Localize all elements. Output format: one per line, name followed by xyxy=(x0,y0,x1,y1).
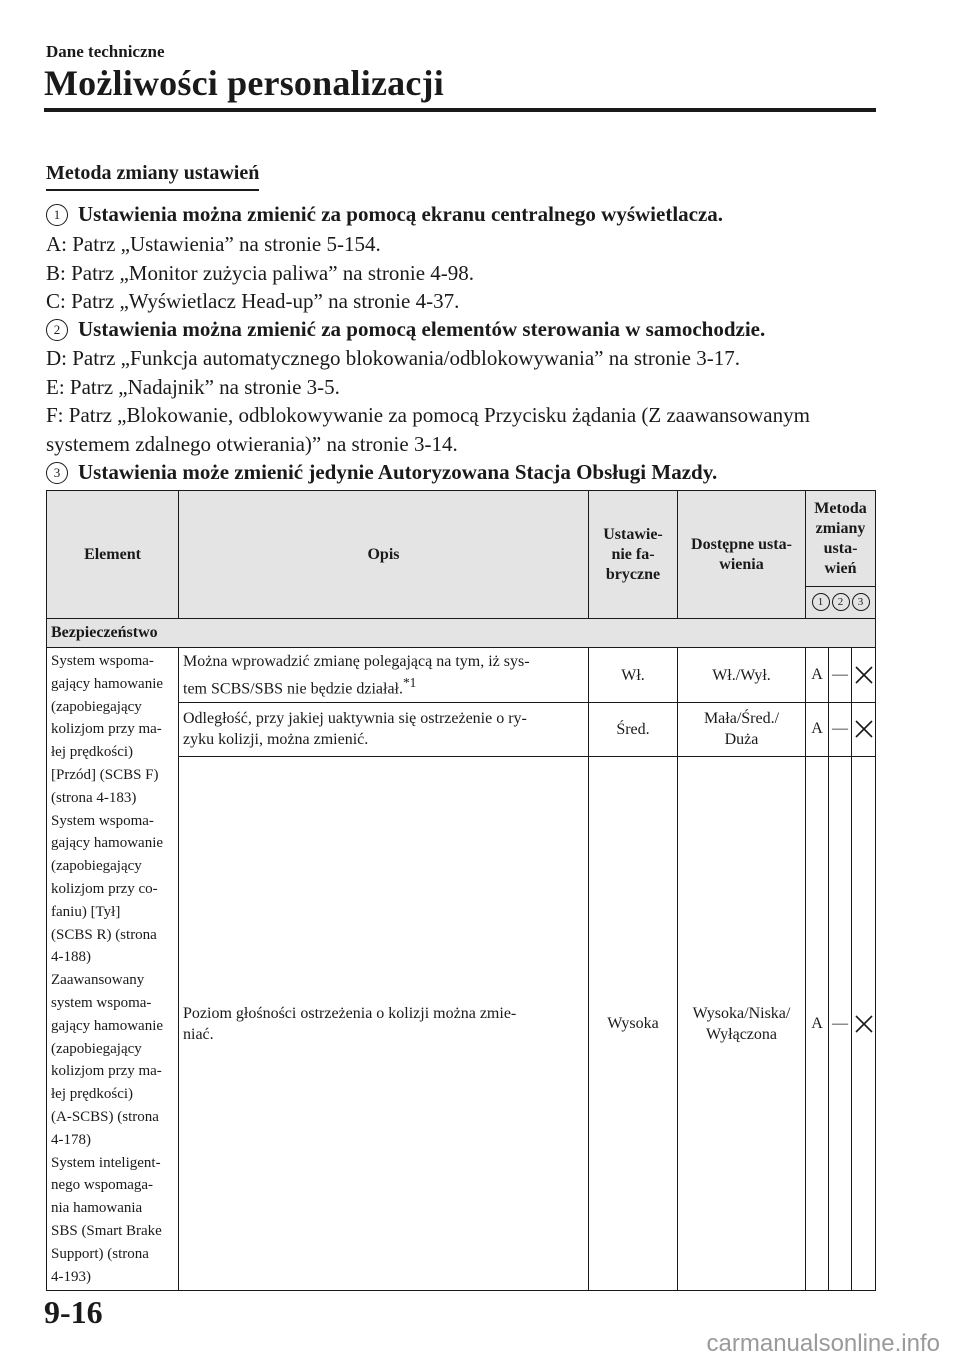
element-line: 4-178) xyxy=(51,1131,91,1148)
method-item-3 xyxy=(46,460,717,485)
circled-1-icon: 1 xyxy=(812,593,830,611)
options-cell: Wysoka/Niska/ Wyłączona xyxy=(678,756,806,1291)
element-line: gający hamowanie xyxy=(51,675,164,692)
factory-cell: Wysoka xyxy=(589,756,678,1291)
header-element: Element xyxy=(47,491,179,619)
method-line-f2: systemem zdalnego otwierania)” na stronie 3-14. xyxy=(46,432,458,456)
element-line: faniu) [Tył] xyxy=(51,903,121,920)
element-line: System wspoma- xyxy=(51,653,154,669)
method-line-c: C: Patrz „Wyświetlacz Head-up” na stronie 4-37. xyxy=(46,289,460,313)
element-line: (SCBS R) (strona xyxy=(51,926,157,943)
description-cell: Poziom głośności ostrzeżenia o kolizji można zmie- niać. xyxy=(179,756,589,1291)
cross-icon xyxy=(853,1013,875,1035)
element-cell xyxy=(47,648,179,1291)
element-line: 4-193) xyxy=(51,1268,91,1285)
method-item-1 xyxy=(46,202,723,227)
method-3-cell xyxy=(852,756,876,1291)
element-line: (A-SCBS) (strona xyxy=(51,1108,159,1125)
method-line-f1: F: Patrz „Blokowanie, odblokowywanie za pomocą Przycisku żądania (Z zaawansowanym xyxy=(46,403,810,427)
element-line: łej prędkości) xyxy=(51,1086,134,1103)
method-line-a: A: Patrz „Ustawienia” na stronie 5-154. xyxy=(46,232,381,256)
element-line: gający hamowanie xyxy=(51,1017,164,1034)
circled-3-icon: 3 xyxy=(852,593,870,611)
method-line-d: D: Patrz „Funkcja automatycznego blokowania/odblokowywania” na stronie 3-17. xyxy=(46,346,740,370)
method-item-3-text: Ustawienia może zmienić jedynie Autoryzowana Stacja Obsługi Mazdy. xyxy=(78,460,718,484)
element-line: [Przód] (SCBS F) xyxy=(51,766,159,783)
element-line: System wspoma- xyxy=(51,812,154,829)
section-label: Dane techniczne xyxy=(46,42,165,61)
method-line-e: E: Patrz „Nadajnik” na stronie 3-5. xyxy=(46,375,340,399)
cross-icon xyxy=(853,718,875,740)
customization-table xyxy=(46,490,876,1291)
method-1-cell: A xyxy=(806,648,829,703)
header-method-markers xyxy=(806,587,876,619)
description-cell: Odległość, przy jakiej uaktywnia się ostrzeżenie o ry- zyku kolizji, można zmienić. xyxy=(179,703,589,757)
element-line: kolizjom przy co- xyxy=(51,880,158,897)
element-line: System inteligent- xyxy=(51,1154,161,1171)
method-item-2-text: Ustawienia można zmienić za pomocą elementów sterowania w samochodzie. xyxy=(78,317,766,341)
method-line-b: B: Patrz „Monitor zużycia paliwa” na stronie 4-98. xyxy=(46,261,475,285)
circled-1-icon: 1 xyxy=(46,204,68,226)
circled-3-icon: 3 xyxy=(46,462,68,484)
element-line: (zapobiegający xyxy=(51,698,142,715)
method-3-cell xyxy=(852,703,876,757)
element-line: nego wspomaga- xyxy=(51,1177,154,1194)
element-lines xyxy=(51,650,174,1288)
element-line: łej prędkości) xyxy=(51,744,134,761)
method-1-cell: A xyxy=(806,703,829,757)
header-opis: Opis xyxy=(179,491,589,619)
cross-icon xyxy=(853,664,875,686)
method-3-cell xyxy=(852,648,876,703)
element-line: Support) (strona xyxy=(51,1245,149,1262)
method-heading: Metoda zmiany ustawień xyxy=(46,162,259,191)
element-line: system wspoma- xyxy=(51,994,152,1011)
element-line: gający hamowanie xyxy=(51,835,164,852)
element-line: (zapobiegający xyxy=(51,1040,142,1057)
circled-2-icon: 2 xyxy=(46,319,68,341)
factory-cell: Wł. xyxy=(589,648,678,703)
header-options: Dostępne usta- wienia xyxy=(678,491,806,619)
page-number: 9-16 xyxy=(44,1294,103,1330)
options-cell: Mała/Śred./ Duża xyxy=(678,703,806,757)
element-line: SBS (Smart Brake xyxy=(51,1222,162,1239)
element-line: Zaawansowany xyxy=(51,972,145,989)
method-2-cell: — xyxy=(829,756,852,1291)
header-factory: Ustawie- nie fa- bryczne xyxy=(589,491,678,619)
element-line: kolizjom przy ma- xyxy=(51,721,162,738)
element-line: 4-188) xyxy=(51,949,91,966)
watermark: carmanualsonline.info xyxy=(706,1330,940,1357)
element-line: (zapobiegający xyxy=(51,858,142,875)
footnote-ref: *1 xyxy=(402,674,417,690)
group-row: Bezpieczeństwo xyxy=(47,619,876,648)
element-line: nia hamowania xyxy=(51,1200,143,1217)
factory-cell: Śred. xyxy=(589,703,678,757)
method-item-1-text: Ustawienia można zmienić za pomocą ekranu centralnego wyświetlacza. xyxy=(78,202,724,226)
title-rule xyxy=(44,108,876,112)
table-row xyxy=(47,648,876,703)
method-2-cell: — xyxy=(829,648,852,703)
method-1-cell: A xyxy=(806,756,829,1291)
page-title: Możliwości personalizacji xyxy=(44,63,444,103)
element-line: (strona 4-183) xyxy=(51,789,137,806)
element-line: kolizjom przy ma- xyxy=(51,1063,162,1080)
method-item-2 xyxy=(46,317,765,342)
circled-2-icon: 2 xyxy=(832,593,850,611)
description-cell: Można wprowadzić zmianę polegającą na tym, iż sys- tem SCBS/SBS nie będzie działał.$^{*1}$ xyxy=(179,648,589,703)
method-2-cell: — xyxy=(829,703,852,757)
header-method: Metoda zmiany usta- wień xyxy=(806,491,876,587)
options-cell: Wł./Wył. xyxy=(678,648,806,703)
